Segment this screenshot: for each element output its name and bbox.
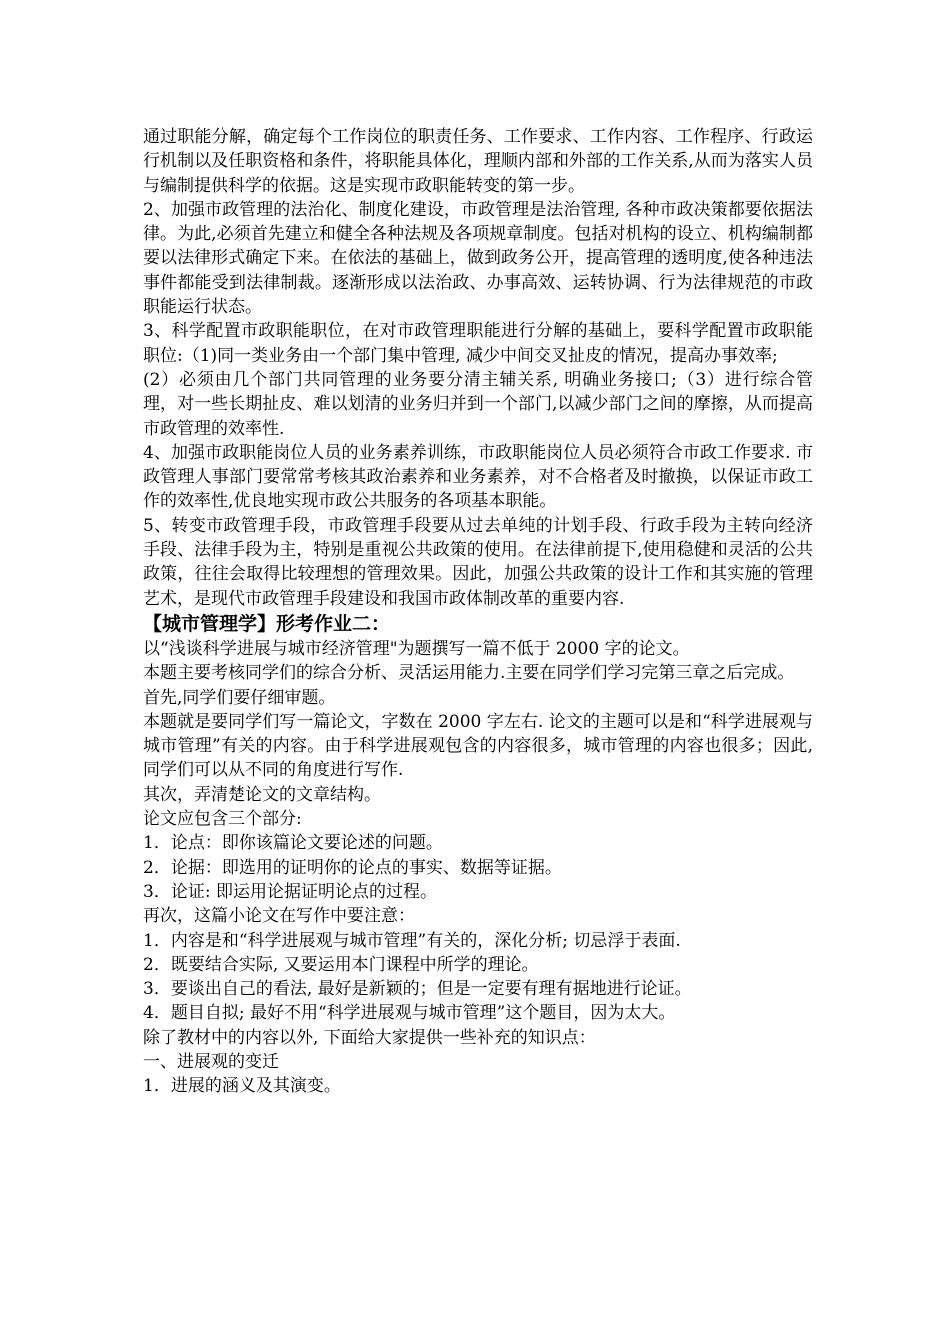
paragraph-assessment-focus: 本题主要考核同学们的综合分析、灵活运用能力.主要在同学们学习完第三章之后完成。 <box>143 663 795 684</box>
paragraph-point-2: 2、加强市政管理的法治化、制度化建设，市政管理是法治管理, 各种市政决策都要依据法律。为此,必须首先建立和健全各种法规及各项规章制度。包括对机构的设立、机构编制都要以法律形式确定下来。在依法的基础上，做到政务公开，提高管理的透明度,使各种违法事件都能受到法律制裁。逐渐形成以法治政、办事高效、运转协调、行为法律规范的市政职能运行状态。 <box>143 199 813 318</box>
paragraph-point-5: 5、转变市政管理手段，市政管理手段要从过去单纯的计划手段、行政手段为主转向经济手段、法律手段为主，特别是重视公共政策的使用。在法律前提下,使用稳健和灵活的公共政策，往往会取得比较理想的管理效果。因此，加强公共政策的设计工作和其实施的管理艺术，是现代市政管理手段建设和我国市政体制改革的重要内容. <box>143 515 813 609</box>
paragraph-second-step: 其次，弄清楚论文的文章结构。 <box>143 784 381 805</box>
paragraph-first-step: 首先,同学们要仔细审题。 <box>143 687 336 708</box>
list-item-note-3: 3．要谈出自己的看法, 最好是新颖的；但是一定要有理有据地进行论证。 <box>143 979 692 1000</box>
paragraph-point-4: 4、加强市政职能岗位人员的业务素养训练，市政职能岗位人员必须符合市政工作要求. 市政管理人事部门要常常考核其政治素养和业务素养，对不合格者及时撤换，以保证市政工作的效率性,优良地实现市政公共服务的各项基本职能。 <box>143 442 813 512</box>
section-heading: 【城市管理学】形考作业二： <box>143 612 391 635</box>
paragraph-point-3: 3、科学配置市政职能职位，在对市政管理职能进行分解的基础上，要科学配置市政职能职位:（1)同一类业务由一个部门集中管理, 减少中间交叉扯皮的情况，提高办事效率; <box>143 321 813 366</box>
list-item-note-1: 1．内容是和“科学进展观与城市管理”有关的，深化分析; 切忌浮于表面. <box>143 930 681 951</box>
outline-item-1: 1．进展的涵义及其演变。 <box>143 1076 341 1097</box>
list-item-evidence: 2．论据：即选用的证明你的论点的事实、数据等证据。 <box>143 857 562 878</box>
paragraph-third-step: 再次，这篇小论文在写作中要注意： <box>143 906 415 927</box>
paragraph-function-decomposition: 通过职能分解，确定每个工作岗位的职责任务、工作要求、工作内容、工作程序、行政运行机制以及任职资格和条件，将职能具体化，理顺内部和外部的工作关系,从而为落实人员与编制提供科学的依据。这是实现市政职能转变的第一步。 <box>143 127 813 196</box>
paragraph-supplement-intro: 除了教材中的内容以外, 下面给大家提供一些补充的知识点： <box>143 1027 596 1048</box>
paragraph-three-parts: 论文应包含三个部分: <box>143 809 302 830</box>
list-item-note-4: 4．题目自拟; 最好不用“科学进展观与城市管理”这个题目，因为太大。 <box>143 1003 676 1024</box>
document-body <box>143 125 813 1099</box>
list-item-reasoning: 3．论证: 即运用论据证明论点的过程。 <box>143 881 437 902</box>
paragraph-essay-topic: 本题就是要同学们写一篇论文，字数在 2000 字左右. 论文的主题可以是和“科学进展观与城市管理”有关的内容。由于科学进展观包含的内容很多，城市管理的内容也很多；因此,同学们可以从不同的角度进行写作. <box>143 711 813 781</box>
list-item-note-2: 2．既要结合实际, 又要运用本门课程中所学的理论。 <box>143 954 539 975</box>
list-item-argument: 1．论点：即你该篇论文要论述的问题。 <box>143 833 443 854</box>
paragraph-point-3-continued: (2）必须由几个部门共同管理的业务要分清主辅关系, 明确业务接口;（3）进行综合管理，对一些长期扯皮、难以划清的业务归并到一个部门,以减少部门之间的摩擦，从而提高市政管理的效率性. <box>143 369 813 439</box>
paragraph-assignment-title: 以“浅谈科学进展与城市经济管理"为题撰写一篇不低于 2000 字的论文。 <box>143 638 690 659</box>
outline-heading-1: 一、进展观的变迁 <box>143 1051 279 1072</box>
